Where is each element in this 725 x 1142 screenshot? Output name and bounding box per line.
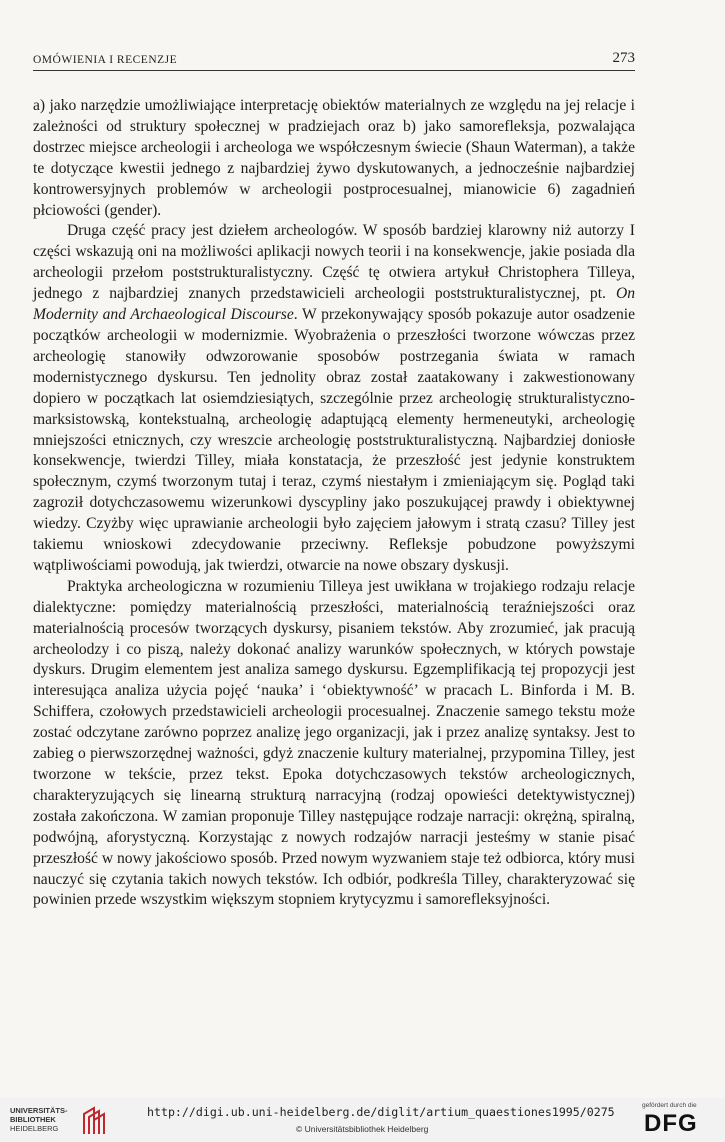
page-header bbox=[33, 50, 635, 71]
paragraph-1: a) jako narzędzie umożliwiające interpretację obiektów materialnych ze względu na jej relacje i zależności od struktury społecznej w pradziejach oraz b) jako samorefleksja, pozwalająca dostrzec miejsce archeologii i archeologa we współczesnym świecie (Shaun Waterman), a także te dotyczące kwestii jednego z najbardziej żywo dyskutowanych, a jednocześnie najbardziej kontrowersyjnych problemów w archeologii postprocesualnej, mianowicie 6) zagadnień płciowości (gender). bbox=[33, 97, 635, 219]
library-name-line-1: UNIVERSITÄTS- bbox=[10, 1106, 68, 1115]
paragraph-2-text-before: Druga część pracy jest dziełem archeologów. W sposób bardziej klarowny niż autorzy I części wskazują oni na możliwości aplikacji nowych teorii i na konsekwencje, jakie posiada dla archeologii przełom poststrukturalistyczny. Część tę otwiera artykuł Christophera Tilleya, jednego z najbardziej znanych przedstawicieli archeologii poststrukturalistycznej, pt. bbox=[33, 222, 635, 303]
library-name bbox=[10, 1106, 68, 1133]
funder-note: gefördert durch die bbox=[642, 1102, 697, 1109]
funder-logo bbox=[640, 1102, 720, 1140]
footer-bar bbox=[0, 1098, 725, 1142]
library-logo bbox=[10, 1106, 120, 1138]
paragraph-3: Praktyka archeologiczna w rozumieniu Tilleya jest uwikłana w trojakiego rodzaju relacje dialektyczne: pomiędzy materialnością przeszłości, materialnością teraźniejszości oraz materialnością procesów tworzących dyskursy, pisaniem tekstów. Aby zrozumieć, jak pracują archeolodzy i co piszą, należy dokonać analizy warunków społecznych, w których powstaje dyskurs. Drugim elementem jest analiza samego dyskursu. Egzemplifikacją tej propozycji jest interesująca analiza użycia pojęć ‘nauka’ i ‘obiektywność’ w pracach L. Binforda i M. B. Schiffera, czołowych przedstawicieli archeologii procesualnej. Znaczenie samego tekstu może zostać odczytane zarówno poprzez analizę jego organizacji, jak i przez analizę syntaksy. Jest to zabieg o pierwszorzędnej ważności, gdyż znaczenie kultury materialnej, przypomina Tilley, jest tworzone w tekście, przez tekst. Epoka dotychczasowych tekstów archeologicznych, charakteryzujących się linearną strukturą narracyjną (rodzaj opowieści detektywistycznej) została zakończona. W zamian proponuje Tilley następujące rodzaje narracji: okrężną, spiralną, podwójną, aforystyczną. Korzystając z nowych rodzajów narracji jesteśmy w stanie pisać przeszłość w nowy jakościowo sposób. Przed nowym wyzwaniem staje też odbiorca, który musi nauczyć się czytania takich nowych tekstów. Ich odbiór, podkreśla Tilley, charakteryzować się powinien przede wszystkim większym stopniem krytycyzmu i samorefleksyjności. bbox=[33, 577, 635, 909]
funder-name: DFG bbox=[644, 1110, 698, 1137]
library-name-line-2: BIBLIOTHEK bbox=[10, 1115, 56, 1124]
paragraph-2-text-after: . W przekonywający sposób pokazuje autor osadzenie początków archeologii w modernizmie. Wyobrażenia o przeszłości tworzone wówczas przez archeologię stanowiły odwzorowanie sposobów postrzegania świata w ramach modernistycznego dyskursu. Ten jednolity obraz został zaatakowany i zakwestionowany dopiero w początkach lat osiemdziesiątych, szczególnie przez archeologię strukturalistyczno-marksistowską, kontekstualną, archeologię adaptującą elementy hermeneutyki, archeologię mniejszości etnicznych, czy wreszcie archeologię poststrukturalistyczną. Najbardziej doniosłe konsekwencje, twierdzi Tilley, miała konstatacja, że przeszłość jest jedynie konstruktem społecznym, czymś tworzonym tutaj i teraz, czymś niestałym i zmieniającym się. Pogląd taki zagroził dotychczasowemu wizerunkowi dyscypliny jako poszukującej prawdy i obiektywnej wiedzy. Czyżby więc uprawianie archeologii było zajęciem jałowym i stratą czasu? Tilley jest takiemu wnioskowi zdecydowanie przeciwny. Refleksje pobudzone powyższymi wątpliwościami powodują, jak twierdzi, otwarcie na nowe obszary dyskusji. bbox=[33, 306, 635, 574]
library-emblem-icon bbox=[80, 1106, 106, 1136]
article-body bbox=[33, 96, 635, 911]
cited-title: On Modernity and Archaeological Discourse bbox=[33, 285, 635, 324]
document-url-link[interactable]: http://digi.ub.uni-heidelberg.de/diglit/artium_quaestiones1995/0275 bbox=[147, 1105, 615, 1119]
running-head: OMÓWIENIA I RECENZJE bbox=[33, 54, 178, 66]
library-name-line-3: HEIDELBERG bbox=[10, 1124, 59, 1133]
copyright-notice: © Universitätsbibliothek Heidelberg bbox=[296, 1124, 429, 1134]
paragraph-2 bbox=[33, 221, 635, 576]
page-number: 273 bbox=[612, 50, 635, 66]
